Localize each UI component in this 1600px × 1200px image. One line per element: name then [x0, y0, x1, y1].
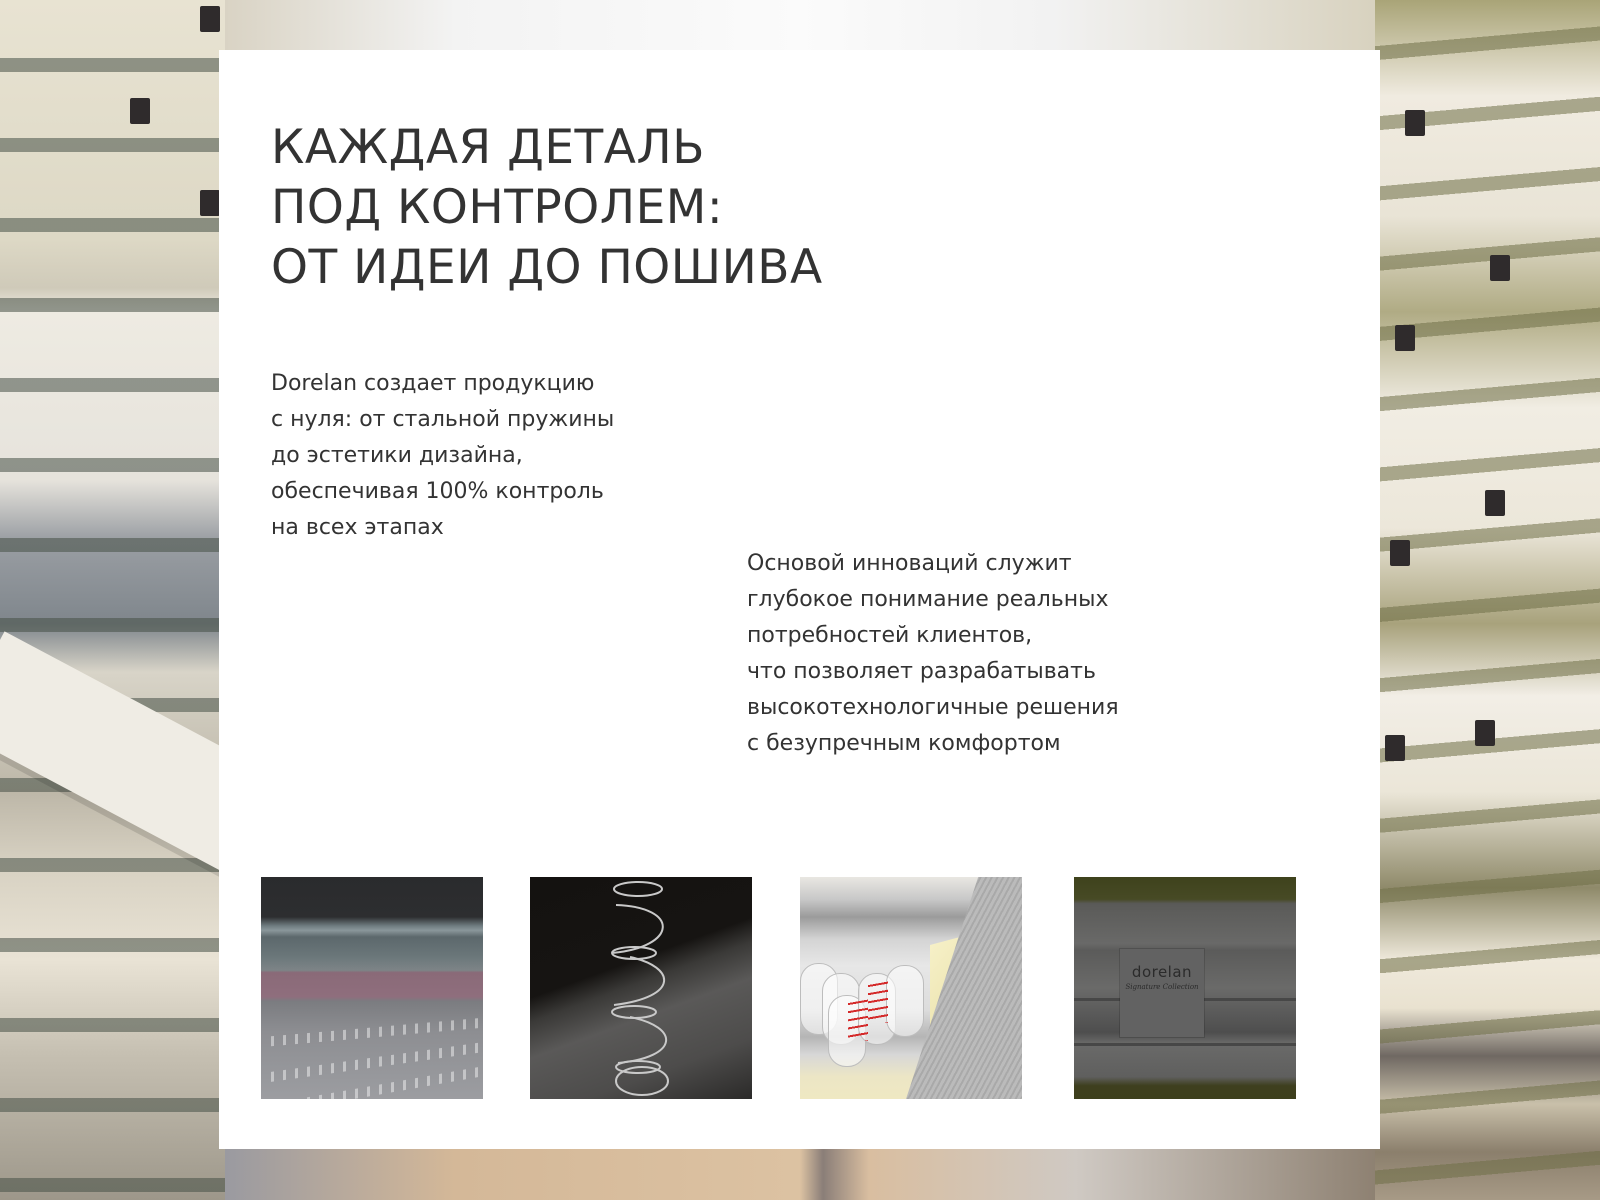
headline-line: ОТ ИДЕИ ДО ПОШИВА	[271, 240, 823, 295]
image-gallery	[261, 877, 1301, 1099]
paragraph-line: на всех этапах	[271, 515, 444, 540]
background-right-mattress-rack	[1375, 0, 1600, 1200]
mattress-cutaway-image	[800, 877, 1022, 1099]
red-spring-icon	[848, 997, 868, 1041]
foam-layers-image	[261, 877, 483, 1099]
paragraph-line: с нуля: от стальной пружины	[271, 407, 615, 432]
paragraph-line: Основой инноваций служит	[747, 551, 1072, 576]
paragraph-line: с безупречным комфортом	[747, 731, 1061, 756]
paragraph-line: что позволяет разрабатывать	[747, 659, 1096, 684]
steel-spring-image	[530, 877, 752, 1099]
innovation-paragraph	[747, 546, 1119, 762]
paragraph-line: Dorelan создает продукцию	[271, 371, 595, 396]
spring-icon	[530, 877, 752, 1099]
paragraph-line: глубокое понимание реальных	[747, 587, 1109, 612]
brand-collection-text: Signature Collection	[1125, 983, 1199, 991]
headline-line: КАЖДАЯ ДЕТАЛЬ	[271, 120, 705, 175]
headline-line: ПОД КОНТРОЛЕМ:	[271, 180, 724, 235]
paragraph-line: обеспечивая 100% контроль	[271, 479, 604, 504]
background-bottom-strip	[225, 1140, 1375, 1200]
headline	[271, 118, 823, 298]
branded-mattress-image	[1074, 877, 1296, 1099]
brand-logo-text: dorelan	[1131, 963, 1193, 981]
paragraph-line: высокотехнологичные решения	[747, 695, 1119, 720]
paragraph-line: до эстетики дизайна,	[271, 443, 523, 468]
content-card	[219, 50, 1380, 1149]
mattress-brand-label	[1120, 949, 1204, 1037]
paragraph-line: потребностей клиентов,	[747, 623, 1033, 648]
background-left-conveyor	[0, 0, 225, 1200]
intro-paragraph	[271, 366, 614, 546]
